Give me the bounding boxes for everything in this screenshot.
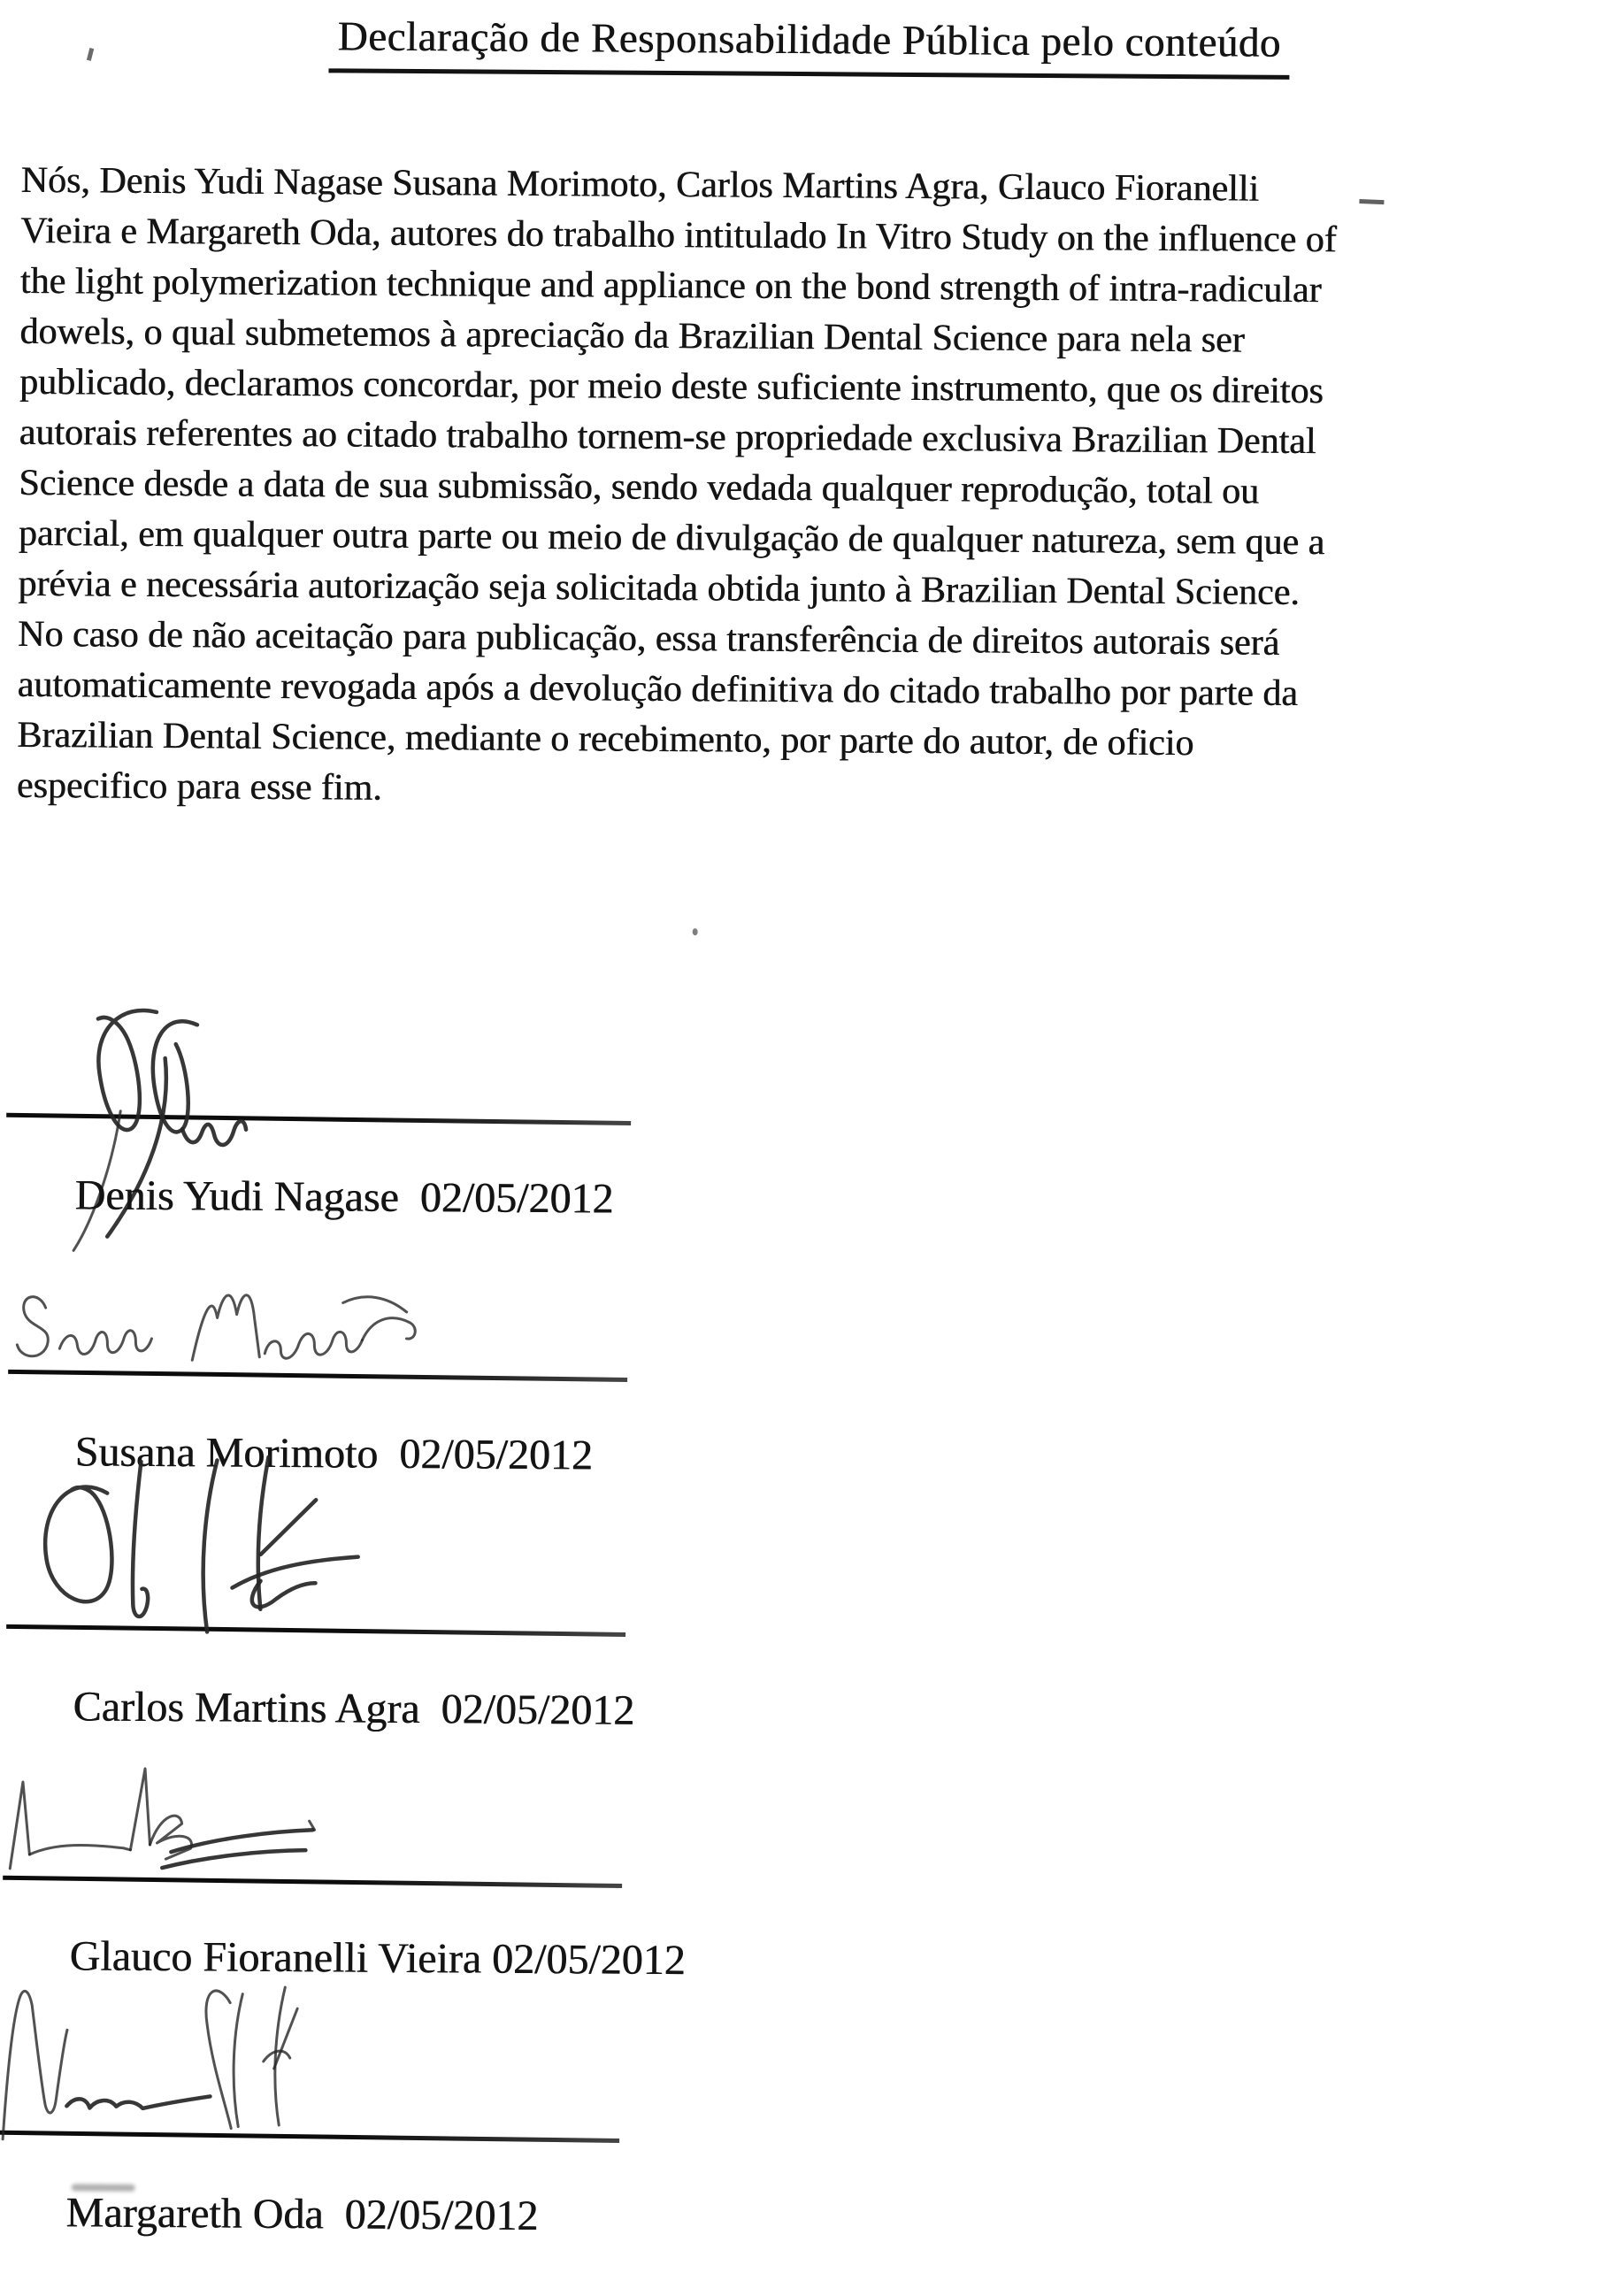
- signatory-name: Denis Yudi Nagase: [74, 1171, 399, 1221]
- body-line: especifico para esse fim.: [16, 764, 382, 809]
- signatory-name: Glauco Fioranelli Vieira: [69, 1932, 482, 1983]
- signature-date: 02/05/2012: [399, 1430, 594, 1479]
- signature-caption: [9, 1633, 635, 1784]
- signature-date: 02/05/2012: [344, 2191, 539, 2240]
- title-row: [0, 11, 1619, 82]
- signature-scribble-icon: [6, 1274, 432, 1387]
- signature-caption: [2, 2139, 539, 2289]
- signature-date: 02/05/2012: [419, 1174, 614, 1223]
- body-line: Science desde a data de sua submissão, sendo vedada qualquer reprodução, total ou: [19, 462, 1260, 512]
- scan-artifact: [693, 928, 698, 935]
- signature-scribble-icon: [0, 1762, 343, 1889]
- page-title: Declaração de Responsabilidade Pública pelo conteúdo: [328, 12, 1290, 80]
- body-line: parcial, em qualquer outra parte ou meio de divulgação de qualquer natureza, sem que a: [18, 512, 1325, 564]
- signatory-name: Margareth Oda: [65, 2189, 324, 2238]
- body-line: autorais referentes ao citado trabalho tornem-se propriedade exclusiva Brazilian Dental: [19, 411, 1316, 463]
- body-line: No caso de não aceitação para publicação, essa transferência de direitos autorais será: [17, 613, 1280, 664]
- signatory-name: Carlos Martins Agra: [73, 1683, 420, 1733]
- body-line: prévia e necessária autorização seja solicitada obtida junto à Brazilian Dental Science.: [18, 563, 1300, 613]
- body-line: the light polymerization technique and appliance on the bond strength of intra-radicular: [19, 260, 1322, 311]
- body-line: dowels, o qual submetemos à apreciação da Brazilian Dental Science para nela ser: [19, 311, 1245, 361]
- body-line: Nós, Denis Yudi Nagase Susana Morimoto, Carlos Martins Agra, Glauco Fioranelli: [20, 159, 1260, 210]
- body-line: automaticamente revogada após a devolução definitiva do citado trabalho por parte da: [17, 664, 1298, 714]
- body-line: Brazilian Dental Science, mediante o recebimento, por parte do autor, de oficio: [17, 714, 1194, 764]
- signature-scribble-icon: [0, 1975, 329, 2146]
- signature-caption: [11, 1122, 614, 1272]
- signature-scribble-icon: [11, 1455, 392, 1639]
- signature-date: 02/05/2012: [441, 1686, 635, 1734]
- body-line: publicado, declaramos concordar, por meio deste suficiente instrumento, que os direitos: [19, 361, 1324, 412]
- scan-artifact: [72, 2184, 135, 2192]
- declaration-paragraph: [17, 156, 1607, 822]
- signature-date: 02/05/2012: [491, 1935, 686, 1985]
- body-line: Vieira e Margareth Oda, autores do trabalho intitulado In Vitro Study on the influence of: [20, 210, 1337, 261]
- signatory-name: Susana Morimoto: [74, 1428, 379, 1478]
